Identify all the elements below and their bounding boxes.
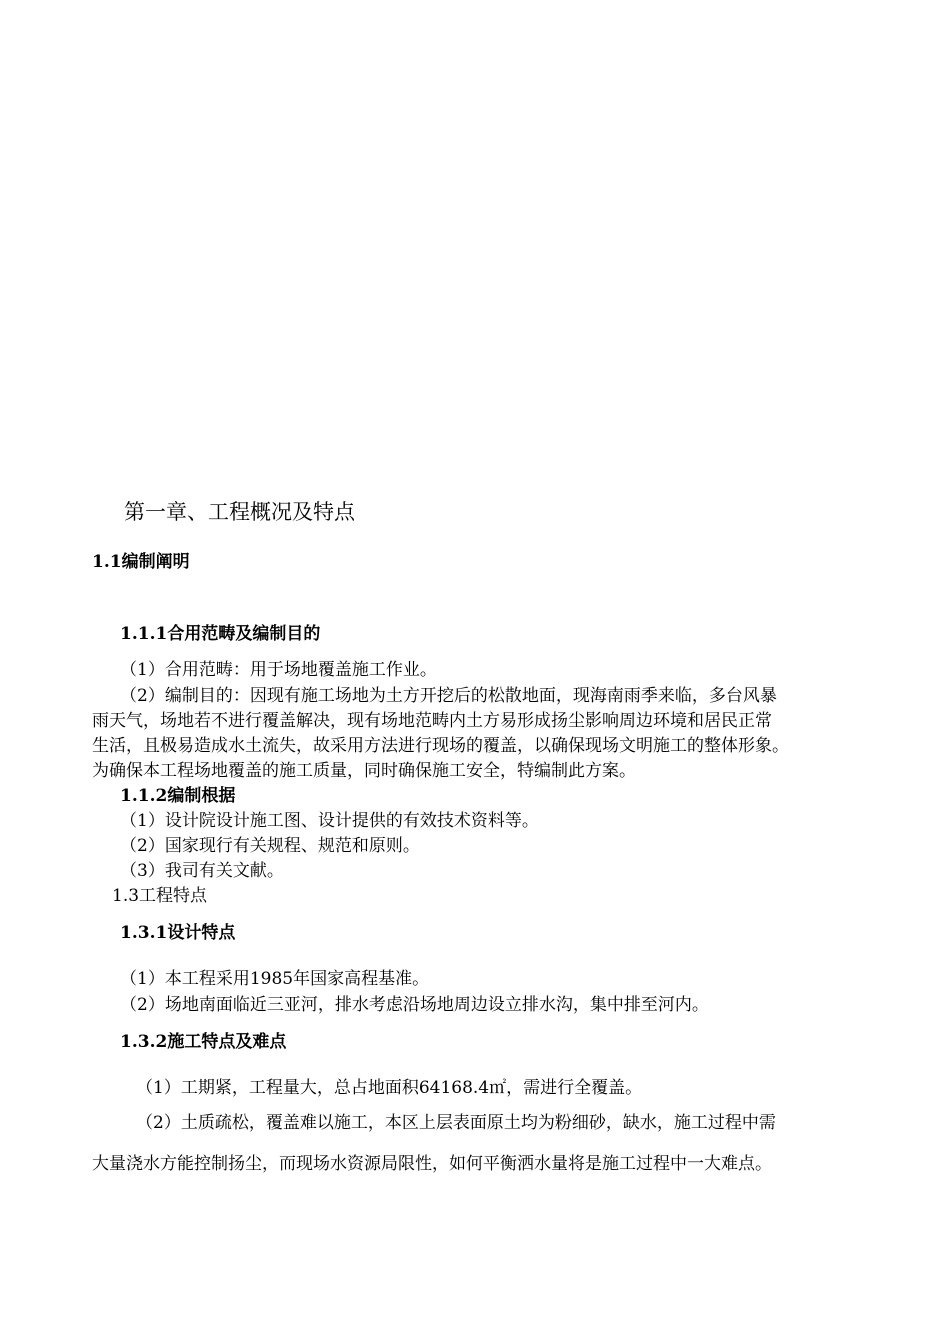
paragraph-line: 生活，且极易造成水土流失，故采用方法进行现场的覆盖，以确保现场文明施工的整体形象。	[92, 736, 789, 756]
paragraph-line: （1）本工程采用1985年国家高程基准。	[120, 969, 430, 989]
paragraph-line: （1）工期紧，工程量大，总占地面积64168.4㎡，需进行全覆盖。	[136, 1078, 643, 1098]
section-heading-1-1-2: 1.1.2编制根据	[120, 786, 236, 806]
paragraph-line: （2）土质疏松，覆盖难以施工，本区上层表面原土均为粉细砂，缺水，施工过程中需	[136, 1113, 776, 1133]
chapter-title: 第一章、工程概况及特点	[124, 500, 355, 524]
paragraph-line: （1）设计院设计施工图、设计提供的有效技术资料等。	[120, 811, 539, 831]
paragraph-line: 为确保本工程场地覆盖的施工质量，同时确保施工安全，特编制此方案。	[92, 761, 636, 781]
section-heading-1-3-1: 1.3.1设计特点	[120, 923, 236, 943]
paragraph-line: （2）国家现行有关规程、规范和原则。	[120, 836, 420, 856]
paragraph-line: 雨天气，场地若不进行覆盖解决，现有场地范畴内土方易形成扬尘影响周边环境和居民正常	[92, 711, 772, 731]
section-heading-1-1-1: 1.1.1合用范畴及编制目的	[120, 624, 321, 644]
paragraph-line: 大量浇水方能控制扬尘，而现场水资源局限性，如何平衡洒水量将是施工过程中一大难点。	[92, 1154, 772, 1174]
paragraph-line: （2）编制目的：因现有施工场地为土方开挖后的松散地面，现海南雨季来临，多台风暴	[120, 686, 777, 706]
section-heading-1-1: 1.1编制阐明	[92, 552, 190, 572]
section-heading-1-3-2: 1.3.2施工特点及难点	[120, 1032, 287, 1052]
paragraph-line: （2）场地南面临近三亚河，排水考虑沿场地周边设立排水沟，集中排至河内。	[120, 995, 709, 1015]
section-heading-1-3: 1.3工程特点	[112, 886, 208, 906]
paragraph-line: （1）合用范畴：用于场地覆盖施工作业。	[120, 660, 437, 680]
paragraph-line: （3）我司有关文献。	[120, 861, 284, 881]
